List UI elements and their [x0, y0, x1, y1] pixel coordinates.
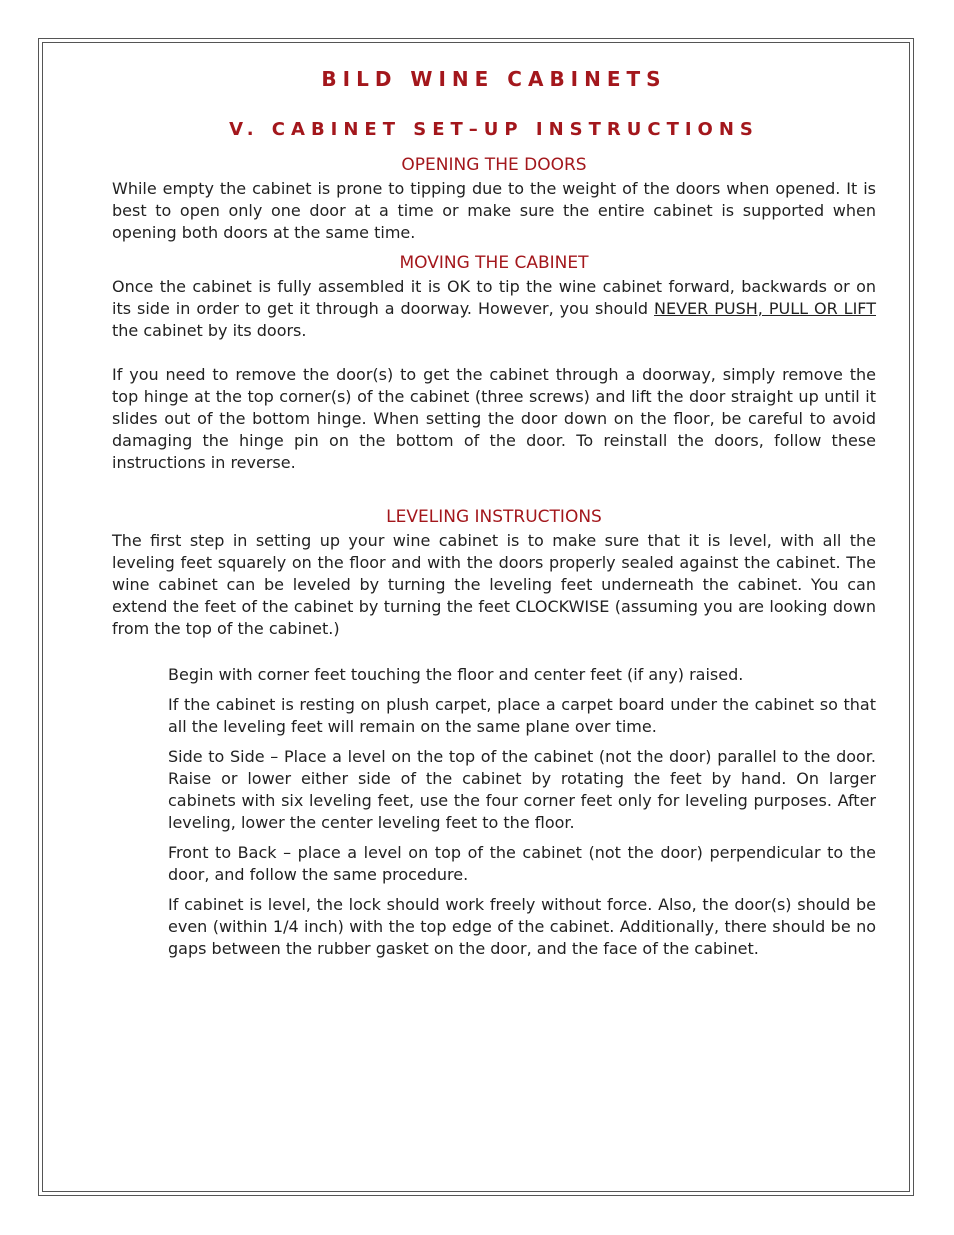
moving-cabinet-text	[112, 276, 876, 342]
leveling-step: Front to Back – place a level on top of the cabinet (not the door) perpendicular to the door, and follow the same procedure.	[168, 843, 876, 884]
opening-doors-text: While empty the cabinet is prone to tipping due to the weight of the doors when opened. It is best to open only one door at a time or make sure the entire cabinet is supported when opening both doors at the same time.	[112, 179, 876, 242]
heading-opening-doors: OPENING THE DOORS	[401, 155, 587, 175]
leveling-steps	[168, 664, 876, 960]
remove-doors-text: If you need to remove the door(s) to get the cabinet through a doorway, simply remove the top hinge at the top corner(s) of the cabinet (three screws) and lift the door straight up until it slides out of the bottom hinge. When setting the door down on the floor, be careful to avoid damaging the hinge pin on the bottom of the door. To reinstall the doors, follow these instructions in reverse.	[112, 365, 876, 472]
moving-text-pre: Once the cabinet is fully assembled it is OK to tip the wine cabinet forward, backwards or on its side in order to get it through a doorway. However, you should	[112, 277, 876, 318]
leveling-step: If the cabinet is resting on plush carpet, place a carpet board under the cabinet so that all the leveling feet will remain on the same plane over time.	[168, 695, 876, 736]
moving-text-post: the cabinet by its doors.	[112, 321, 307, 340]
document-title: BILD WINE CABINETS	[321, 67, 667, 91]
moving-warning-underlined: NEVER PUSH, PULL OR LIFT	[654, 299, 876, 318]
document-content	[112, 62, 876, 968]
heading-leveling: LEVELING INSTRUCTIONS	[386, 507, 602, 527]
leveling-step: Side to Side – Place a level on the top of the cabinet (not the door) parallel to the door. Raise or lower either side of the cabinet by rotating the feet by hand. On larger cabinets with six leveling feet, use the four corner feet only for leveling purposes. After leveling, lower the center leveling feet to the floor.	[168, 747, 876, 832]
leveling-intro-text: The first step in setting up your wine cabinet is to make sure that it is level, with all the leveling feet squarely on the floor and with the doors properly sealed against the cabinet. The wine cabinet can be leveled by turning the leveling feet underneath the cabinet. You can extend the feet of the cabinet by turning the feet CLOCKWISE (assuming you are looking down from the top of the cabinet.)	[112, 531, 876, 638]
leveling-step: If cabinet is level, the lock should work freely without force. Also, the door(s) should be even (within 1/4 inch) with the top edge of the cabinet. Additionally, there should be no gaps between the rubber gasket on the door, and the face of the cabinet.	[168, 895, 876, 958]
section-title: V. CABINET SET–UP INSTRUCTIONS	[229, 119, 759, 140]
leveling-step: Begin with corner feet touching the floor and center feet (if any) raised.	[168, 665, 744, 684]
heading-moving-cabinet: MOVING THE CABINET	[399, 253, 589, 273]
